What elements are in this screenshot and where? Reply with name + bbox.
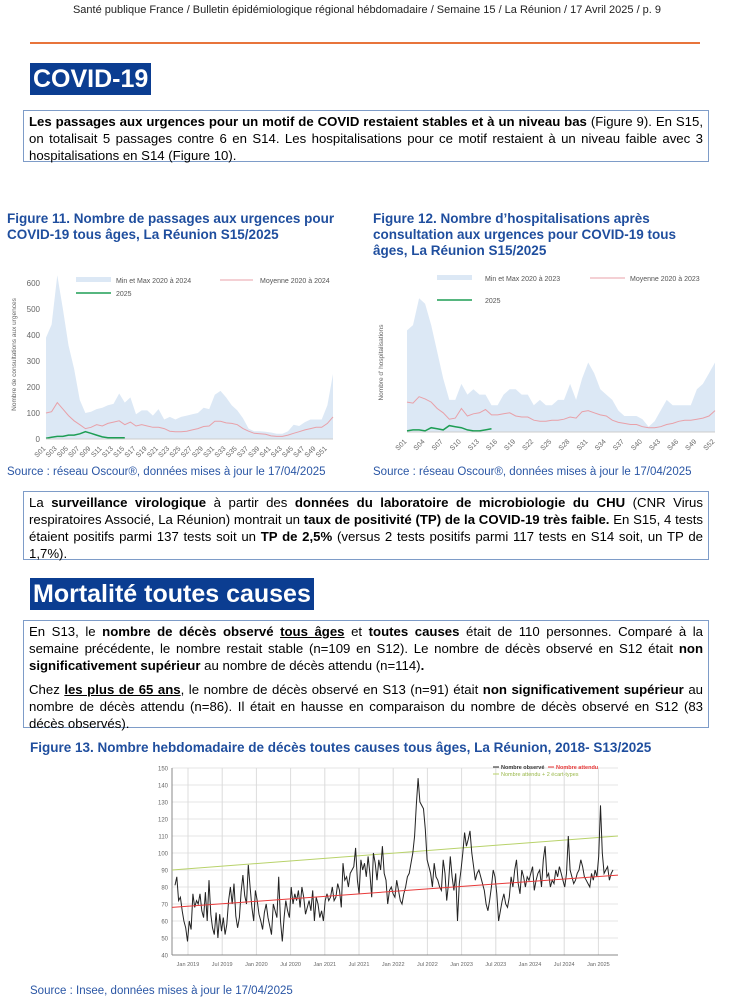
y-tick-label: 140 [157,783,168,790]
text: (Figure 9). En S15, on totalisait 5 passages contre 6 en S14. Les hospitalisations pour ce motif restaient à un niveau faible avec 3 hospitalisations en S14 (Figure 10). [29,114,704,163]
virology-box [23,491,709,560]
x-tick-label: S39 [247,445,262,460]
y-tick-label: 200 [26,383,40,392]
x-tick-label: S01 [33,445,48,460]
text: La [29,495,52,510]
x-tick-label: S25 [539,438,554,453]
legend-swatch-band [76,277,111,282]
x-tick-label: S51 [315,445,329,460]
x-tick-label: S34 [593,438,608,453]
x-tick-label: S29 [191,445,205,460]
x-tick-label: S37 [612,438,626,453]
bold-text: taux de positivité (TP) de la COVID-19 très faible. [303,512,610,527]
section-title-mortalite: Mortalité toutes causes [30,578,314,610]
bold-text: toutes causes [368,624,460,639]
x-tick-label: Jan 2025 [587,962,610,968]
bold-underlined-text: les plus de 65 ans [64,682,181,697]
x-tick-label: S21 [146,445,160,460]
legend-label: 2025 [485,298,501,305]
x-tick-label: S07 [430,438,445,453]
bold-text: non significativement supérieur [482,682,684,697]
figure-13-title: Figure 13. Nombre hebdomadaire de décès toutes causes tous âges, La Réunion, 2018- S13/2025 [30,740,652,755]
text: à partir des [206,495,295,510]
figure-12-chart [375,275,720,465]
figure-11-chart [8,262,348,462]
text: En S13, le [29,624,103,639]
y-tick-label: 40 [161,953,168,960]
text: (versus 2 tests positifs parmi 117 tests en S14 soit, un TP de 1,7%). [29,529,703,561]
x-tick-label: S16 [485,438,500,453]
legend-label: Moyenne 2020 à 2023 [630,276,700,283]
x-tick-label: S15 [112,445,127,460]
x-tick-label: Jul 2022 [417,962,438,968]
x-tick-label: S11 [90,445,104,459]
bold-text: données du laboratoire de microbiologie du CHU [294,495,626,510]
x-tick-label: Jan 2019 [176,962,200,968]
y-tick-label: 100 [26,409,40,418]
x-tick-label: S03 [44,445,59,460]
x-tick-label: Jul 2024 [553,962,575,968]
x-tick-label: S22 [521,438,536,453]
legend-swatch-band [437,275,472,280]
covid-summary-box [23,110,709,162]
bold-text: . [420,658,425,673]
y-tick-label: 60 [161,919,168,926]
text: En S15, 4 tests étaient positifs parmi 137 tests soit un [29,512,703,544]
page-header: Santé publique France / Bulletin épidémiologique régional hébdomadaire / Semaine 15 / La Réunion / 17 Avril 2025 / p. 9 [72,4,662,16]
min-max-band [407,298,715,432]
section-title-covid: COVID-19 [30,63,151,95]
legend-label: 2025 [116,291,132,298]
y-axis-label: Nombre d' hospitalisations [378,324,385,401]
x-tick-label: S47 [292,445,307,460]
y-tick-label: 0 [35,435,40,444]
x-tick-label: Jan 2024 [518,962,542,968]
x-tick-label: S31 [202,445,217,460]
text: Chez [29,682,65,697]
bold-text: nombre de décès observé [102,624,281,639]
header-divider [30,42,700,44]
x-tick-label: S19 [134,445,149,460]
x-tick-label: S19 [503,438,518,453]
figure-12-source: Source : réseau Oscour®, données mises à jour le 17/04/2025 [373,466,692,478]
y-tick-label: 120 [157,817,168,824]
x-tick-label: S35 [224,445,239,460]
x-tick-label: S37 [236,445,251,460]
y-tick-label: 90 [161,868,168,875]
y-tick-label: 70 [161,902,168,909]
bold-underlined-text: tous âges [280,624,345,639]
x-tick-label: Jul 2023 [485,962,507,968]
legend-label: Nombre observé [501,765,545,771]
figure-11-source: Source : réseau Oscour®, données mises à jour le 17/04/2025 [7,466,326,478]
legend-label: Nombre attendu + 2 écart-types [501,772,579,778]
y-tick-label: 110 [158,834,168,841]
x-tick-label: S09 [78,445,93,460]
y-tick-label: 300 [26,357,40,366]
y-tick-label: 500 [26,305,40,314]
expected-line [172,875,618,907]
text: , le nombre de décès observé en S13 (n=91) était [180,682,483,697]
x-tick-label: S10 [449,438,463,453]
figure-11-title: Figure 11. Nombre de passages aux urgences pour COVID-19 tous âges, La Réunion S15/2025 [7,211,335,242]
y-tick-label: 600 [26,279,40,288]
x-tick-label: Jul 2020 [280,962,301,968]
text: (CNR Virus respiratoires Associé, La Réunion) montrait un [29,495,703,527]
text: et [344,624,369,639]
x-tick-label: S05 [56,445,70,460]
x-tick-label: Jan 2023 [450,962,473,968]
x-tick-label: S04 [412,438,427,453]
x-tick-label: S33 [213,445,228,460]
x-tick-label: Jan 2022 [381,962,405,968]
figure-13-source: Source : Insee, données mises à jour le 17/04/2025 [30,985,293,997]
bold-text: surveillance virologique [51,495,207,510]
legend-label: Nombre attendu [556,765,599,771]
y-tick-label: 130 [157,800,168,807]
x-tick-label: S31 [575,438,590,453]
y-tick-label: 400 [26,331,40,340]
x-tick-label: Jan 2021 [313,962,337,968]
x-tick-label: S27 [179,445,194,460]
x-tick-label: S07 [67,445,82,460]
legend-label: Moyenne 2020 à 2024 [260,278,330,285]
x-tick-label: S23 [157,445,172,460]
x-tick-label: S52 [702,438,717,453]
figure-13-chart [150,760,630,972]
min-max-band [46,275,333,439]
x-tick-label: Jul 2019 [211,962,233,968]
text: au nombre de décès attendu (n=114) [200,658,421,673]
x-tick-label: S28 [557,438,572,453]
x-tick-label: Jan 2020 [245,962,268,968]
bold-text: non significativement supérieur [29,641,703,673]
x-tick-label: S25 [168,445,183,460]
x-tick-label: S46 [666,438,681,453]
bold-text: Les passages aux urgences pour un motif de COVID restaient stables et à un niveau bas [29,114,587,129]
text: était de 110 personnes. Comparé à la semaine précédente, le nombre restait stable (n=109 en S12). Le nombre de décès observé en S12 était [29,624,703,656]
x-tick-label: S43 [648,438,663,453]
mortality-box [23,620,709,731]
bold-text: TP de 2,5% [260,529,333,544]
x-tick-label: S49 [303,445,318,460]
x-tick-label: S13 [467,438,481,453]
y-tick-label: 100 [157,851,168,858]
x-tick-label: S40 [630,438,644,453]
x-tick-label: S49 [684,438,699,453]
x-tick-label: Jul 2021 [348,962,370,968]
y-tick-label: 80 [161,885,168,892]
y-tick-label: 150 [157,766,168,773]
legend-label: Min et Max 2020 à 2024 [116,278,192,285]
x-tick-label: S43 [270,445,284,460]
x-tick-label: S17 [123,445,138,460]
figure-12-title: Figure 12. Nombre d’hospitalisations après consultation aux urgences pour COVID-19 tous âges, La Réunion S15/2025 [373,211,677,258]
y-axis-label: Nombre de consultations aux urgences [11,298,18,411]
x-tick-label: S13 [101,445,115,460]
y-tick-label: 50 [161,936,168,943]
text: au nombre de décès attendu (n=86). Il était en hausse en comparaison du nombre de décès observé en S12 (83 décès observés). [29,682,703,731]
legend-label: Min et Max 2020 à 2023 [485,276,561,283]
x-tick-label: S45 [281,445,296,460]
observed-line [175,778,613,941]
x-tick-label: S01 [394,438,409,453]
x-tick-label: S41 [258,445,273,460]
